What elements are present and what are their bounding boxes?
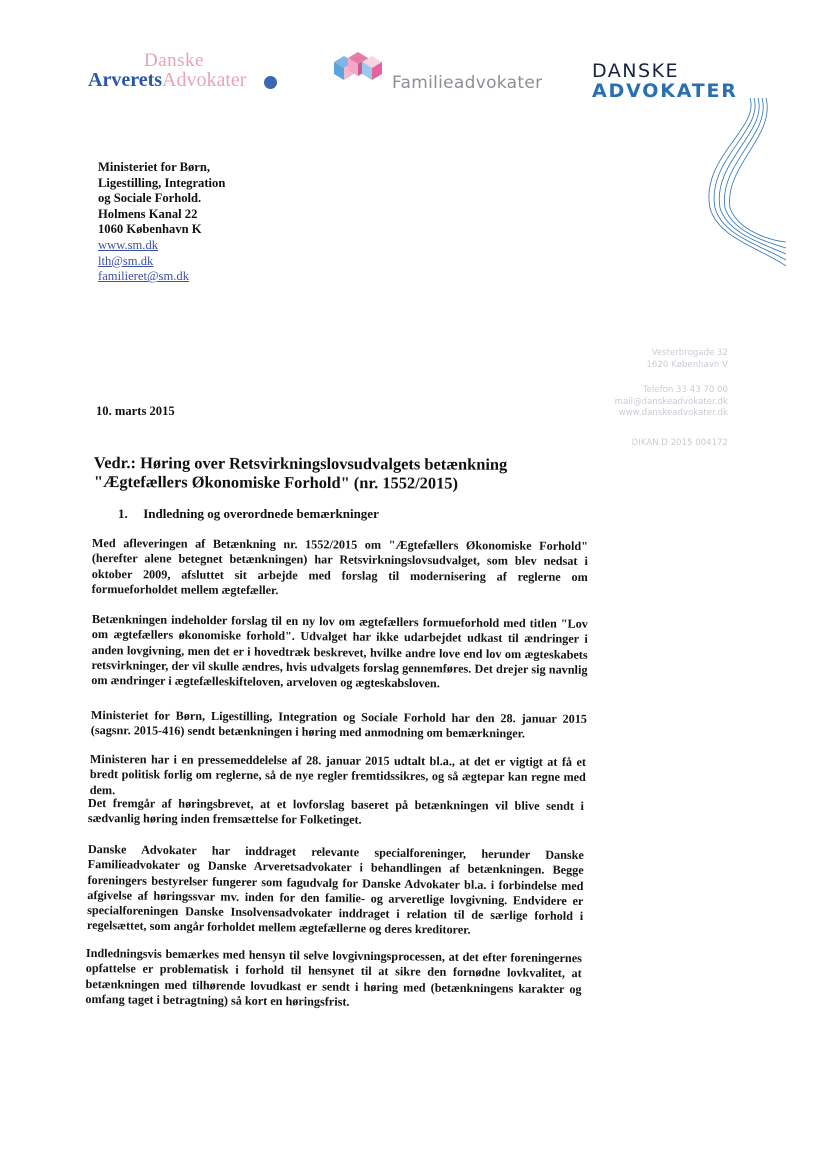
- letter-date: 10. marts 2015: [96, 404, 175, 418]
- sender-street: Vesterbrogade 32: [651, 348, 728, 358]
- recipient-email-link[interactable]: lth@sm.dk: [98, 253, 154, 268]
- body-paragraph: Det fremgår af høringsbrevet, at et lovforslag baseret på betænkningen vil blive sendt i sædvanlig høring inden fremsættelse for Folketinget.: [87, 796, 584, 827]
- logo-arv-badge-icon: [264, 76, 277, 89]
- body-paragraph: Betænkningen indeholder forslag til en ny lov om ægtefællers formueforhold med titlen "Lov om ægtefællers økonomiske forhold". Udvalget har ikke udarbejdet udkast til ændringer i anden lovgivning, men det er i hovedtræk beskrevet, hvilke andre love end lov om ægteskabets retsvirkninger, der vil skulle ændres, hvis udvalgets forslag gennemføres. Det drejer sig navnlig om ændringer i ægtefælleskifteloven, arveloven og ægteskabsloven.: [91, 612, 588, 691]
- logo-da-line1: DANSKE: [592, 60, 680, 82]
- cubes-icon: [332, 52, 384, 86]
- subject-line1: Vedr.: Høring over Retsvirkningslovsudvalgets betænkning: [93, 453, 508, 474]
- body-paragraph: Med afleveringen af Betænkning nr. 1552/2015 om "Ægtefællers Økonomiske Forhold" (herefter alene betegnet betænkningen) har Retsvirkningslovsudvalget, som blev nedsat i oktober 2009, afsluttet sit arbejde med forslag til modernisering af reglerne om formueforholdet mellem ægtefæller.: [91, 536, 588, 598]
- recipient-line: Ligestilling, Integration: [98, 175, 226, 190]
- sender-reference: DIKAN.D 2015 004172: [631, 437, 728, 448]
- decorative-swirl-lines: [690, 98, 786, 268]
- familieadvokater-logo: [332, 52, 552, 92]
- body-paragraph: Ministeren har i en pressemeddelelse af 28. januar 2015 udtalt bl.a., at det er vigtigt at få et bredt politisk forlig om reglerne, så de nye regler fremtidssikres, og så ægtepar kan regne med dem.: [89, 752, 586, 797]
- sender-website: www.danskeadvokater.dk: [618, 408, 728, 419]
- logo-arv-bold: Arverets: [88, 69, 163, 91]
- body-paragraph: Ministeriet for Børn, Ligestilling, Integration og Sociale Forhold har den 28. januar 2015 (sagsnr. 2015-416) sendt betænkningen i høring med anmodning om bemærkninger.: [90, 708, 587, 741]
- section-heading: [118, 506, 379, 522]
- recipient-line: Holmens Kanal 22: [98, 206, 198, 221]
- recipient-line: Ministeriet for Børn,: [98, 160, 211, 174]
- logo-da-line2: ADVOKATER: [592, 80, 738, 102]
- logo-fam-text: Familieadvokater: [392, 73, 543, 93]
- recipient-website-link[interactable]: www.sm.dk: [98, 237, 159, 252]
- danske-arverets-advokater-logo: [88, 50, 288, 95]
- recipient-line: og Sociale Forhold.: [98, 191, 202, 206]
- logo-arv-light: Advokater: [162, 69, 247, 91]
- logo-arv-line1: Danske: [144, 50, 204, 71]
- sender-phone: Telefon 33 43 70 00: [642, 385, 728, 396]
- body-paragraph: Indledningsvis bemærkes med hensyn til selve lovgivningsprocessen, at det efter foreningernes opfattelse er problematisk i forhold til hensynet til at sikre den fornødne lovkvalitet, at betænkningen med tilhørende lovudkast er sendt i høring med (betænkningens karakter og omfang taget i betragtning) så kort en høringsfrist.: [85, 946, 582, 1009]
- sender-email: mail@danskeadvokater.dk: [614, 396, 728, 407]
- logo-arv-line2: [88, 69, 246, 92]
- subject-line2: "Ægtefællers Økonomiske Forhold" (nr. 1552/2015): [93, 471, 458, 493]
- section-number: 1.: [118, 506, 128, 521]
- sender-info: [604, 348, 728, 450]
- recipient-email-link-familieret[interactable]: familieret@sm.dk: [98, 269, 189, 284]
- letter-subject: [94, 453, 554, 493]
- body-paragraph: Danske Advokater har inddraget relevante specialforeninger, herunder Danske Familieadvokater og Danske Arveretsadvokater i behandlingen af betænkningen. Begge foreningers bestyrelser fungerer som fagudvalg for Danske Advokater bl.a. i forbindelse med afgivelse af høringssvar mv. inden for den familie- og arveretlige lovgivning. Endvidere er specialforeningen Danske Insolvensadvokater inddraget i relation til de særlige forhold i regelsættet, som angår forholdet mellem ægtefællerne og deres kreditorer.: [86, 842, 584, 938]
- sender-city: 1620 København V: [646, 359, 728, 370]
- recipient-address: [98, 160, 358, 285]
- recipient-line: 1060 København K: [98, 222, 202, 237]
- section-title: Indledning og overordnede bemærkninger: [143, 506, 379, 521]
